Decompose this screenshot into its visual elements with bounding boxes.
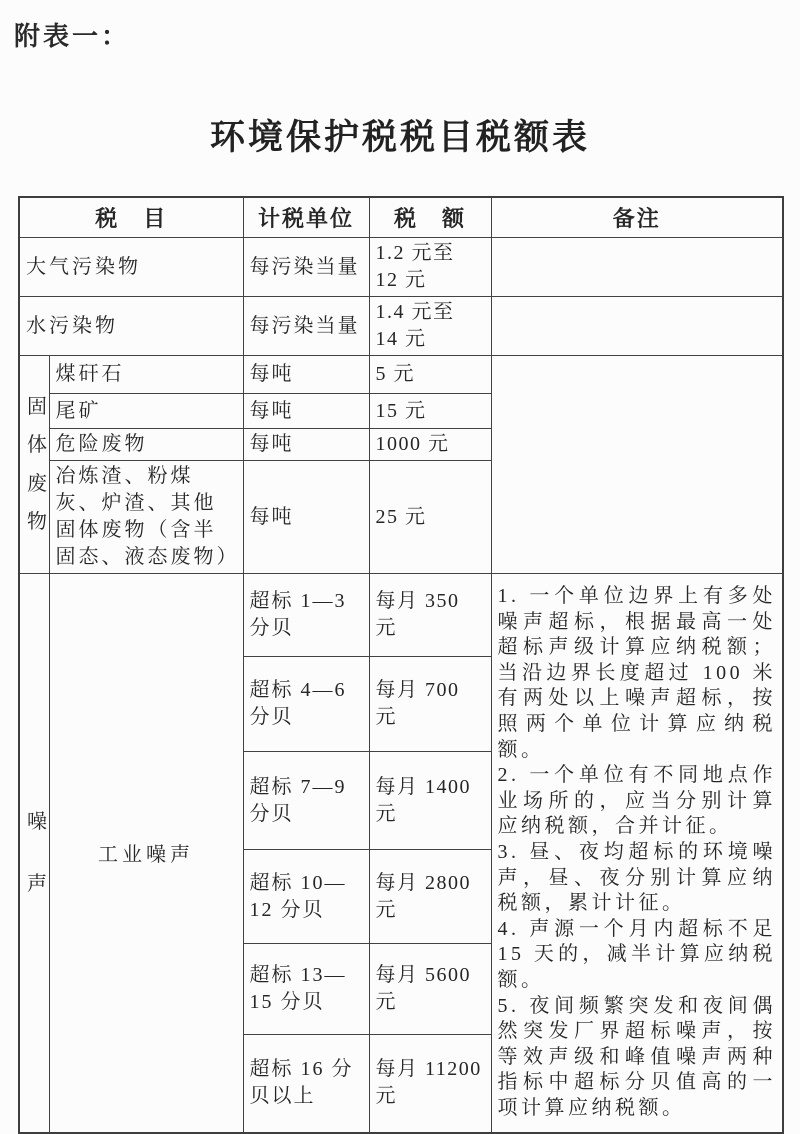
unit-line: 每污染当量 — [249, 314, 360, 337]
cell-gangue-amount — [369, 356, 491, 394]
header-remarks: 备注 — [491, 197, 783, 238]
cell-water-amount — [369, 297, 491, 356]
amount-line: 1.4 元至 — [375, 301, 455, 323]
cell-noise4-unit — [243, 850, 369, 944]
table-header-row — [19, 197, 783, 238]
amount-line: 每月 5600 — [375, 964, 472, 986]
noise-note-1: 1. 一个单位边界上有多处噪声超标，根据最高一处超标声级计算应纳税额；当沿边界长度超过 100 米有两处以上噪声超标，按照两个单位计算应纳税额。 — [497, 585, 777, 761]
amount-line: 每月 1400 — [375, 775, 472, 798]
cell-solid-waste-remark — [491, 356, 783, 574]
cell-gangue-item: 煤矸石 — [49, 356, 243, 394]
noise-note-3: 3. 昼、夜均超标的环境噪声，昼、夜分别计算应纳税额，累计计征。 — [497, 840, 777, 915]
amount-line: 元 — [375, 802, 398, 825]
unit-line: 超标 1—3 — [249, 590, 347, 612]
cell-air-unit — [243, 238, 369, 297]
row-coal-gangue — [19, 356, 783, 394]
unit-line: 每吨 — [249, 363, 294, 385]
cell-noise2-unit — [243, 657, 369, 752]
unit-line: 每吨 — [249, 505, 294, 528]
cell-water-remark — [491, 297, 783, 356]
noise-note-5: 5. 夜间频繁突发和夜间偶然突发厂界超标噪声，按等效声级和峰值噪声两种指标中超标分贝值高的一项计算应纳税额。 — [497, 994, 777, 1119]
amount-line: 14 元 — [375, 328, 427, 350]
unit-line: 超标 7—9 — [249, 775, 347, 798]
cell-noise5-unit — [243, 944, 369, 1035]
cell-slag-unit — [243, 461, 369, 574]
cell-noise2-amount — [369, 657, 491, 752]
cell-noise3-amount — [369, 752, 491, 850]
unit-line: 贝以上 — [249, 1085, 316, 1108]
noise-note-2: 2. 一个单位有不同地点作业场所的，应当分别计算应纳税额，合并计征。 — [497, 764, 777, 838]
group-noise-label: 噪声 — [27, 810, 47, 895]
cell-tailings-item: 尾矿 — [49, 394, 243, 429]
cell-noise4-amount — [369, 850, 491, 944]
cell-air-item: 大气污染物 — [19, 238, 243, 297]
cell-noise6-unit — [243, 1035, 369, 1133]
cell-hazardous-amount — [369, 429, 491, 461]
row-water-pollutants — [19, 297, 783, 356]
header-tax-unit: 计税单位 — [243, 197, 369, 238]
cell-slag-amount — [369, 461, 491, 574]
cell-air-amount — [369, 238, 491, 297]
header-tax-item: 税 目 — [19, 197, 243, 238]
cell-tailings-amount — [369, 394, 491, 429]
unit-line: 每吨 — [249, 399, 294, 422]
group-noise — [19, 574, 49, 1133]
amount-line: 每月 11200 — [375, 1058, 482, 1081]
amount-line: 每月 350 元 — [375, 590, 460, 639]
amount-line: 元 — [375, 898, 398, 921]
unit-line: 每污染当量 — [249, 255, 360, 278]
amount-line: 1.2 元至 — [375, 242, 455, 264]
unit-line: 超标 13— — [249, 964, 347, 986]
cell-hazardous-unit — [243, 429, 369, 461]
cell-noise-remarks — [491, 574, 783, 1133]
cell-noise1-amount — [369, 574, 491, 657]
amount-line: 15 元 — [375, 399, 427, 422]
group-solid-waste — [19, 356, 49, 574]
cell-water-item: 水污染物 — [19, 297, 243, 356]
amount-line: 25 元 — [375, 505, 427, 528]
tax-rate-table — [18, 196, 784, 1134]
unit-line: 12 分贝 — [249, 898, 325, 921]
unit-line: 超标 10— — [249, 871, 347, 894]
cell-noise5-amount — [369, 944, 491, 1035]
cell-noise1-unit — [243, 574, 369, 657]
unit-line: 15 分贝 — [249, 991, 325, 1013]
unit-line: 分贝 — [249, 706, 294, 728]
amount-line: 12 元 — [375, 269, 427, 291]
amount-line: 5 元 — [375, 363, 416, 385]
cell-tailings-unit — [243, 394, 369, 429]
amount-line: 1000 元 — [375, 433, 450, 455]
cell-noise3-unit — [243, 752, 369, 850]
cell-industrial-noise: 工业噪声 — [49, 574, 243, 1133]
amount-line: 每月 700 元 — [375, 679, 460, 728]
cell-air-remark — [491, 238, 783, 297]
unit-line: 超标 4—6 — [249, 679, 347, 701]
annex-label: 附表一： — [14, 21, 131, 51]
row-air-pollutants — [19, 238, 783, 297]
cell-hazardous-item: 危险废物 — [49, 429, 243, 461]
unit-line: 超标 16 分 — [249, 1058, 354, 1081]
cell-noise6-amount — [369, 1035, 491, 1133]
cell-slag-item: 冶炼渣、粉煤灰、炉渣、其他固体废物（含半固态、液态废物） — [49, 461, 243, 574]
unit-line: 分贝 — [249, 617, 294, 639]
page-title: 环境保护税税目税额表 — [209, 118, 590, 157]
unit-line: 每吨 — [249, 433, 294, 455]
amount-line: 每月 2800 — [375, 871, 472, 894]
row-noise-1-3db — [19, 574, 783, 657]
header-tax-amount: 税 额 — [369, 197, 491, 238]
noise-note-4: 4. 声源一个月内超标不足 15 天的，减半计算应纳税额。 — [497, 917, 777, 991]
amount-line: 元 — [375, 991, 398, 1013]
unit-line: 分贝 — [249, 802, 294, 825]
group-solid-waste-label: 固体废物 — [27, 395, 47, 533]
cell-gangue-unit — [243, 356, 369, 394]
cell-water-unit — [243, 297, 369, 356]
amount-line: 元 — [375, 1085, 398, 1108]
